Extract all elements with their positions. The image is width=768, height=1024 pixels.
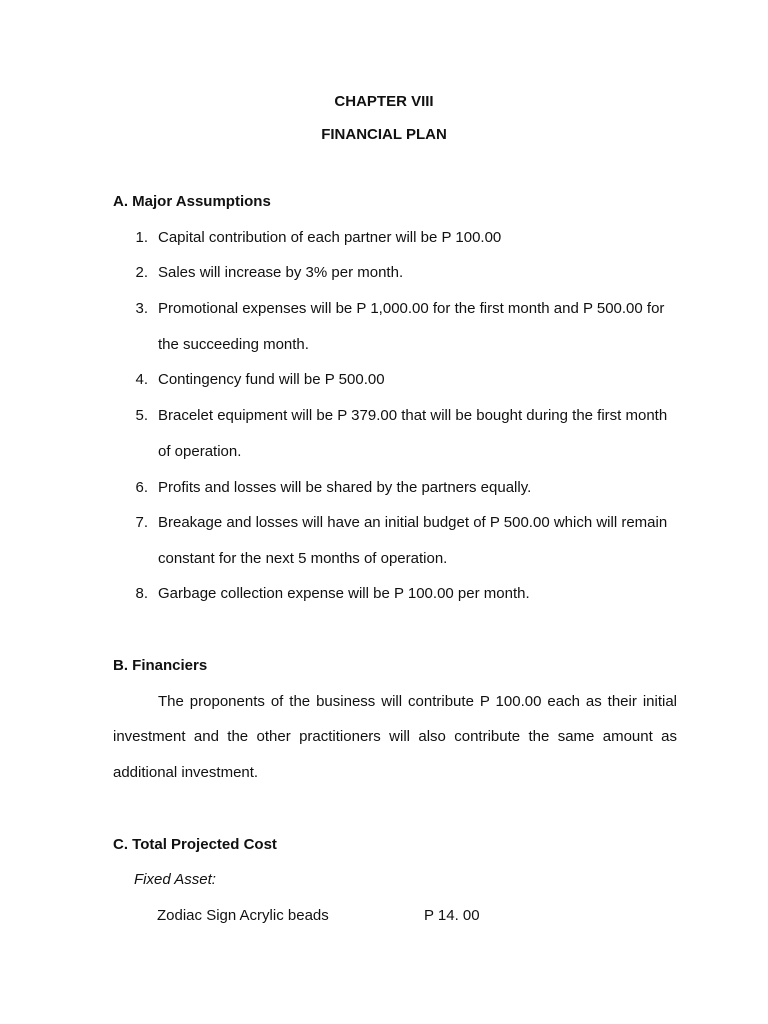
list-item-number: 2. [135,264,148,281]
list-item-text: the succeeding month. [158,336,309,353]
paragraph-line: investment and the other practitioners will also contribute the same amount as [113,728,677,745]
list-item-number: 4. [135,371,148,388]
list-item-number: 3. [135,300,148,317]
list-item-text: Contingency fund will be P 500.00 [158,371,385,388]
asset-item-name: Zodiac Sign Acrylic beads [157,907,329,924]
list-item-text: Garbage collection expense will be P 100.00 per month. [158,585,530,602]
list-item-number: 1. [135,229,148,246]
list-item-text: Promotional expenses will be P 1,000.00 for the first month and P 500.00 for [158,300,665,317]
paragraph-line: The proponents of the business will contribute P 100.00 each as their initial [158,693,677,710]
fixed-asset-subheading: Fixed Asset: [134,871,216,888]
list-item-text: Sales will increase by 3% per month. [158,264,404,281]
list-item-text: constant for the next 5 months of operation. [158,550,448,567]
page-title: FINANCIAL PLAN [321,126,447,143]
list-item-number: 5. [135,407,148,424]
list-item-text: Bracelet equipment will be P 379.00 that will be bought during the first month [158,407,668,424]
section-c-heading: C. Total Projected Cost [113,836,277,853]
section-a-heading: A. Major Assumptions [113,193,271,210]
list-item-text: of operation. [158,443,242,460]
asset-item-amount: P 14. 00 [424,907,480,924]
list-item-number: 8. [135,585,148,602]
list-item-number: 7. [135,514,148,531]
paragraph-line: additional investment. [113,764,259,781]
chapter-heading: CHAPTER VIII [334,93,434,110]
list-item-text: Profits and losses will be shared by the partners equally. [158,479,532,496]
list-item-text: Breakage and losses will have an initial budget of P 500.00 which will remain [158,514,668,531]
section-b-heading: B. Financiers [113,657,208,674]
list-item-text: Capital contribution of each partner will be P 100.00 [158,229,502,246]
list-item-number: 6. [135,479,148,496]
